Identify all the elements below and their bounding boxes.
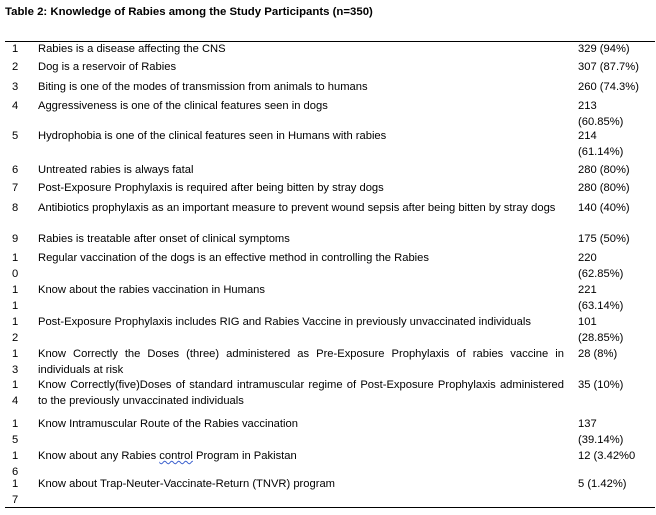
table-caption: Table 2: Knowledge of Rabies among the Study Participants (n=350)	[5, 6, 373, 18]
row-value: 214 (61.14%)	[578, 130, 624, 158]
row-number: 9	[12, 233, 19, 245]
row-number: 6	[12, 164, 19, 176]
row-number: 8	[12, 202, 19, 214]
row-value: 280 (80%)	[578, 164, 630, 176]
row-number: 7	[12, 182, 19, 194]
row-statement: Aggressiveness is one of the clinical features seen in dogs	[38, 100, 328, 112]
row-value: 307 (87.7%)	[578, 61, 639, 73]
row-number: 4	[12, 100, 19, 112]
row-value: 280 (80%)	[578, 182, 630, 194]
row-value: 101 (28.85%)	[578, 316, 624, 344]
row-statement	[38, 449, 564, 465]
row-value: 137 (39.14%)	[578, 418, 624, 446]
row-statement: Post-Exposure Prophylaxis is required after being bitten by stray dogs	[38, 182, 384, 194]
row-value: 213 (60.85%)	[578, 100, 624, 128]
row-statement: Biting is one of the modes of transmission from animals to humans	[38, 81, 368, 93]
row-statement: Know about Trap-Neuter-Vaccinate-Return (TNVR) program	[38, 478, 335, 490]
row-value: 175 (50%)	[578, 233, 630, 245]
row-value: 5 (1.42%)	[578, 478, 627, 490]
row-value: 329 (94%)	[578, 43, 630, 55]
row-statement: Rabies is treatable after onset of clinical symptoms	[38, 233, 290, 245]
row-statement: Untreated rabies is always fatal	[38, 164, 194, 176]
row-statement: Post-Exposure Prophylaxis includes RIG and Rabies Vaccine in previously unvaccinated individuals	[38, 316, 531, 328]
row-statement: Hydrophobia is one of the clinical features seen in Humans with rabies	[38, 130, 387, 142]
table-bottom-rule	[5, 507, 655, 508]
statement-text: Program in Pakistan	[192, 450, 297, 462]
row-value: 28 (8%)	[578, 348, 618, 360]
row-number: 10	[12, 252, 19, 280]
row-statement: Rabies is a disease affecting the CNS	[38, 43, 226, 55]
row-number: 1	[12, 43, 19, 55]
row-number: 17	[12, 478, 19, 506]
row-number: 13	[12, 348, 19, 376]
row-value: 12 (3.42%0	[578, 450, 636, 462]
statement-text: Know about any Rabies	[38, 450, 160, 462]
row-number: 2	[12, 61, 19, 73]
row-statement: Know about the rabies vaccination in Humans	[38, 284, 265, 296]
row-statement: Antibiotics prophylaxis as an important measure to prevent wound sepsis after being bitten by stray dogs	[38, 202, 556, 214]
row-statement: Know Correctly the Doses (three) administered as Pre-Exposure Prophylaxis of rabies vaccine in individuals at risk	[38, 348, 564, 376]
row-number: 16	[12, 450, 19, 478]
row-value: 140 (40%)	[578, 202, 630, 214]
row-number: 15	[12, 418, 19, 446]
row-value: 221 (63.14%)	[578, 284, 624, 312]
row-statement: Dog is a reservoir of Rabies	[38, 61, 177, 73]
row-number: 12	[12, 316, 19, 344]
row-number: 14	[12, 379, 19, 407]
row-value: 220 (62.85%)	[578, 252, 624, 280]
row-number: 5	[12, 130, 19, 142]
row-value: 260 (74.3%)	[578, 81, 639, 93]
row-number: 3	[12, 81, 19, 93]
row-number: 11	[12, 284, 19, 312]
row-statement: Know Intramuscular Route of the Rabies vaccination	[38, 418, 298, 430]
row-statement: Know Correctly(five)Doses of standard intramuscular regime of Post-Exposure Prophylaxis administered to the previously unvaccinated individuals	[38, 379, 564, 407]
spellcheck-underlined-word: control	[159, 450, 193, 462]
row-statement: Regular vaccination of the dogs is an effective method in controlling the Rabies	[38, 252, 429, 264]
row-value: 35 (10%)	[578, 379, 624, 391]
